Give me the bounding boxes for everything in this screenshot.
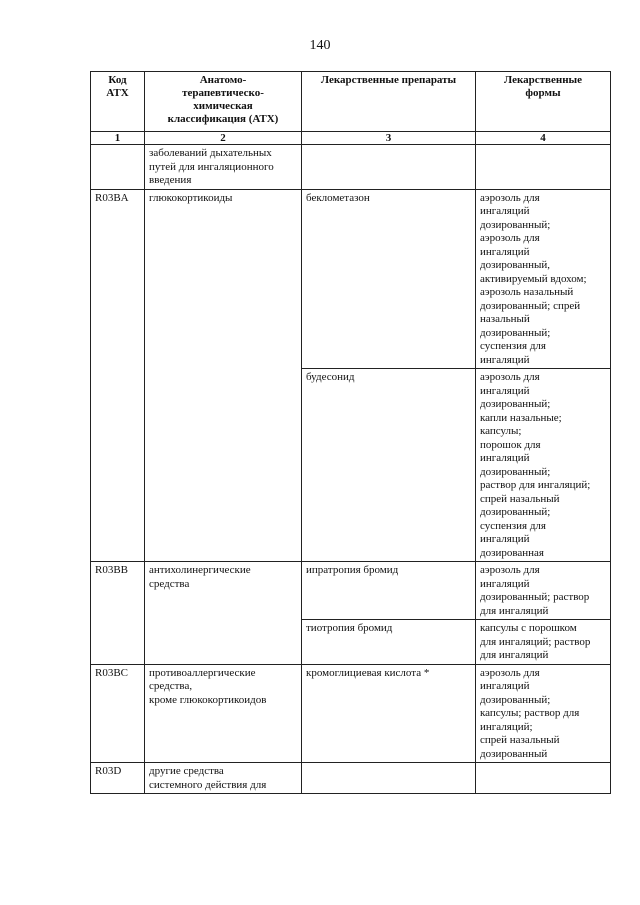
column-number: 3 — [302, 132, 476, 145]
column-number: 1 — [91, 132, 145, 145]
table-row — [91, 189, 611, 369]
dosage-forms-cell: капсулы с порошком для ингаляций; раствор для ингаляций — [476, 620, 611, 665]
header-drugs: Лекарственные препараты — [302, 72, 476, 132]
atc-code-cell — [91, 145, 145, 190]
atc-classification-cell: другие средства системного действия для — [145, 763, 302, 794]
table-row — [91, 664, 611, 763]
atc-code-cell: R03BC — [91, 664, 145, 763]
atc-classification-cell: глюкокортикоиды — [145, 189, 302, 562]
table-row — [91, 562, 611, 620]
atc-code-cell: R03D — [91, 763, 145, 794]
drug-name-cell: будесонид — [302, 369, 476, 562]
drug-name-cell: тиотропия бромид — [302, 620, 476, 665]
table-row — [91, 145, 611, 190]
header-atc-classification: Анатомо- терапевтическо- химическая классификация (АТХ) — [145, 72, 302, 132]
page-number: 140 — [309, 38, 331, 53]
table-header-row — [91, 72, 611, 132]
drug-name-cell — [302, 763, 476, 794]
atc-classification-cell: антихолинергические средства — [145, 562, 302, 665]
drug-name-cell — [302, 145, 476, 190]
drug-name-cell: беклометазон — [302, 189, 476, 369]
dosage-forms-cell: аэрозоль для ингаляций дозированный; раствор для ингаляций — [476, 562, 611, 620]
table-row — [91, 763, 611, 794]
dosage-forms-cell — [476, 145, 611, 190]
column-number-row — [91, 132, 611, 145]
header-dosage-forms: Лекарственные формы — [476, 72, 611, 132]
drug-name-cell: ипратропия бромид — [302, 562, 476, 620]
atc-code-cell: R03BA — [91, 189, 145, 562]
dosage-forms-cell: аэрозоль для ингаляций дозированный; капсулы; раствор для ингаляций; спрей назальный дозированный — [476, 664, 611, 763]
dosage-forms-cell: аэрозоль для ингаляций дозированный; капли назальные; капсулы; порошок для ингаляций дозированный; раствор для ингаляций; спрей назальный дозированный; суспензия для ингаляций дозированная — [476, 369, 611, 562]
atc-code-cell: R03BB — [91, 562, 145, 665]
dosage-forms-cell: аэрозоль для ингаляций дозированный; аэрозоль для ингаляций дозированный, активируемый вдохом; аэрозоль назальный дозированный; спрей назальный дозированный; суспензия для ингаляций — [476, 189, 611, 369]
drug-name-cell: кромоглициевая кислота * — [302, 664, 476, 763]
column-number: 2 — [145, 132, 302, 145]
atc-classification-cell: противоаллергические средства, кроме глюкокортикоидов — [145, 664, 302, 763]
header-atc-code: Код ATX — [91, 72, 145, 132]
dosage-forms-cell — [476, 763, 611, 794]
atc-drug-table — [90, 71, 611, 794]
column-number: 4 — [476, 132, 611, 145]
atc-classification-cell: заболеваний дыхательных путей для ингаляционного введения — [145, 145, 302, 190]
